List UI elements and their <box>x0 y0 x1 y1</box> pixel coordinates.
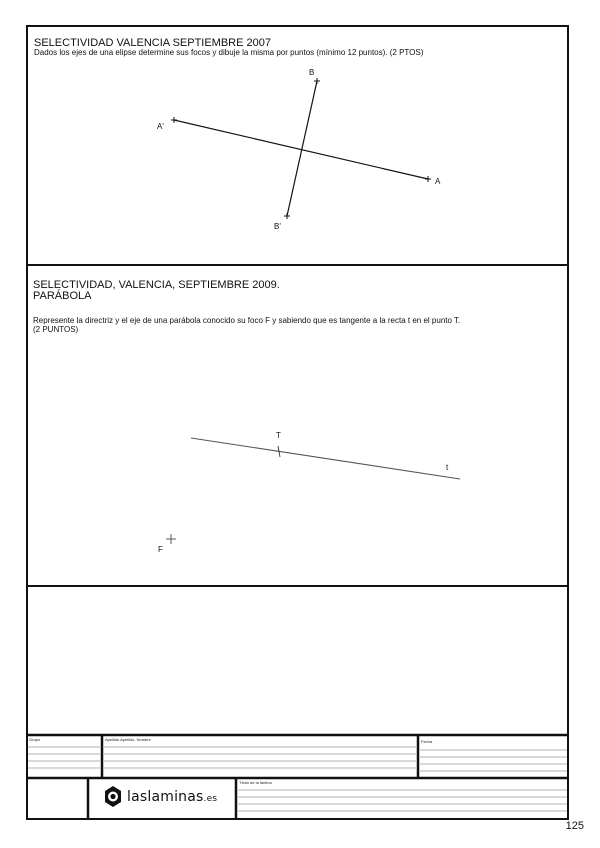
tangent-line-t <box>191 438 460 479</box>
grupo-label: Grupo <box>29 737 41 742</box>
laslaminas-logo: laslaminas.es <box>127 789 218 805</box>
label-a-prime: A' <box>157 122 164 131</box>
nombre-label: Apellido Apellido, Nombre <box>105 737 151 742</box>
label-b-prime: B' <box>274 222 281 231</box>
fecha-label: Fecha <box>421 739 433 744</box>
laslaminas-logo-icon <box>105 786 121 807</box>
label-point-t: T <box>276 431 281 440</box>
exercise2-subtitle: PARÁBOLA <box>33 290 92 302</box>
label-a: A <box>435 177 441 186</box>
titulo-label: Título de la lámina <box>239 780 272 785</box>
exercise2-statement: Represente la directriz y el eje de una parábola conocido su foco F y sabiendo que es tangente a la recta t en el punto T. <box>33 316 461 325</box>
label-focus-f: F <box>158 545 163 554</box>
major-axis <box>174 120 428 179</box>
exercise1-title: SELECTIVIDAD VALENCIA SEPTIEMBRE 2007 <box>34 37 271 49</box>
exercise2-title: SELECTIVIDAD, VALENCIA, SEPTIEMBRE 2009. <box>33 279 280 291</box>
label-line-t: t <box>446 463 449 472</box>
exercise2-statement-points: (2 PUNTOS) <box>33 325 79 334</box>
page-number: 125 <box>565 820 584 832</box>
exercise1-statement: Dados los ejes de una elipse determine sus focos y dibuje la misma por puntos (mínimo 12 puntos). (2 PTOS) <box>34 48 424 57</box>
label-b: B <box>309 68 315 77</box>
minor-axis <box>287 81 317 216</box>
